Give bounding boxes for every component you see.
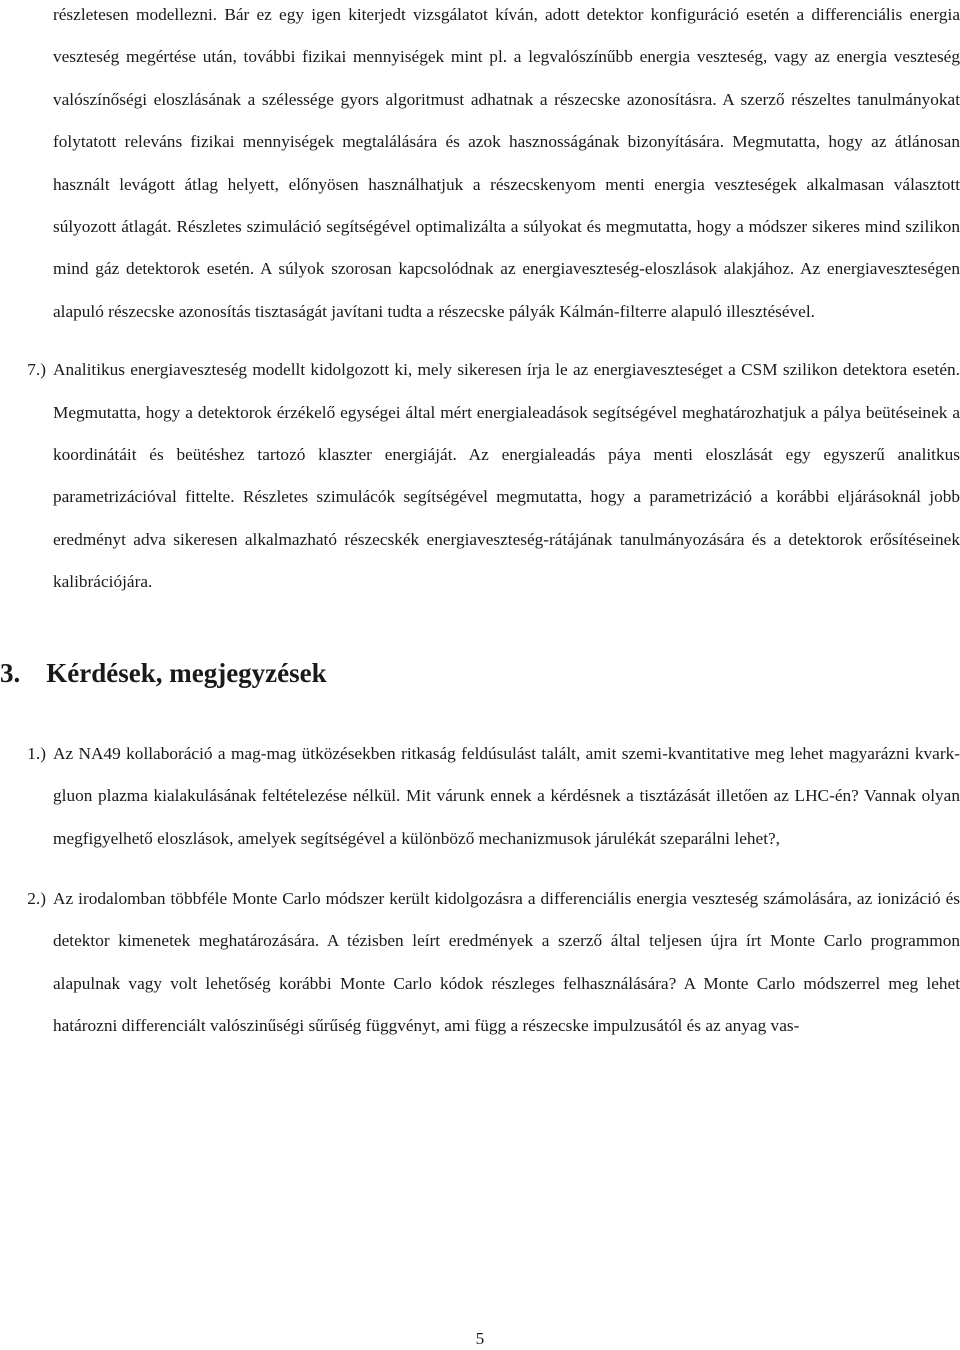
question-item-1 <box>27 733 960 860</box>
list-item-text: Analitikus energiaveszteség modellt kidolgozott ki, mely sikeresen írja le az energiaveszteséget a CSM szilikon detektora esetén. Megmutatta, hogy a detektorok érzékelő egységei által mért energialeadások segítségével meghatározhatjuk a pálya beütéseinek a koordinátáit és beütéshez tartozó klaszter energiáját. Az energialeadás páya menti eloszlását egy egyszerű analitkus parametrizációval fittelte. Részletes szimulácók segítségével megmutatta, hogy a parametrizáció a korábbi eljárásoknál jobb eredményt adva sikeresen alkalmazható részecskék energiaveszteség-rátájának tanulmányozására és a detektorok erősítéseinek kalibrációjára. <box>53 360 960 592</box>
question-text: Az NA49 kollaboráció a mag-mag ütközésekben ritkaság feldúsulást talált, amit szemi-kvantitative meg lehet magyarázni kvark-gluon plazma kialakulásának feltételezése nélkül. Mit várunk ennek a kérdésnek a tisztázását illetően az LHC-én? Vannak olyan megfigyelhető eloszlások, amelyek segítségével a különböző mechanizmusok járulékát szeparálni lehet?, <box>53 743 960 848</box>
list-item-7 <box>27 349 960 603</box>
question-number: 1.) <box>27 743 46 763</box>
section-heading <box>0 653 960 693</box>
section-title: Kérdések, megjegyzések <box>46 657 327 688</box>
question-item-2 <box>27 878 960 1048</box>
section-number: 3. <box>0 657 21 688</box>
page-number: 5 <box>475 1329 485 1348</box>
list-item-number: 7.) <box>27 360 46 380</box>
intro-paragraph: részletesen modellezni. Bár ez egy igen kiterjedt vizsgálatot kíván, adott detektor konfiguráció esetén a differenciális energia veszteség megértése után, további fizikai mennyiségek mint pl. a legvalószínűbb energia veszteség, vagy az energia veszteség valószínőségi eloszlásának a szélessége gyors algoritmust adhatnak a részecske azonosításra. A szerző részeltes tanulmányokat folytatott releváns fizikai mennyiségek megtalálására és azok hasznosságának bizonyítására. Megmutatta, hogy az átlánosan használt levágott átlag helyett, előnyösen használhatjuk a részecskenyom menti energia veszteségek alkalmasan választott súlyozott átlagát. Részletes szimuláció segítségével optimalizálta a súlyokat és megmutatta, hogy a módszer sikeres mind szilikon mind gáz detektorok esetén. A súlyok szorosan kapcsolódnak az energiaveszteség-eloszlások alakjához. Az energiaveszteségen alapuló részecske azonosítás tisztaságát javítani tudta a részecske pályák Kálmán-filterre alapuló illesztésével. <box>53 5 960 321</box>
question-number: 2.) <box>27 888 46 908</box>
question-text: Az irodalomban többféle Monte Carlo módszer került kidolgozásra a differenciális energia veszteség számolására, az ionizáció és detektor kimenetek meghatározására. A tézisben leírt eredmények a szerző által teljesen újra írt Monte Carlo programmon alapulnak vagy volt lehetőség korábbi Monte Carlo kódok részleges felhasználására? A Monte Carlo módszerrel meg lehet határozni differenciált valószinűségi sűrűség függvényt, ami függ a részecske impulzusától és az anyag vas- <box>53 888 960 1036</box>
